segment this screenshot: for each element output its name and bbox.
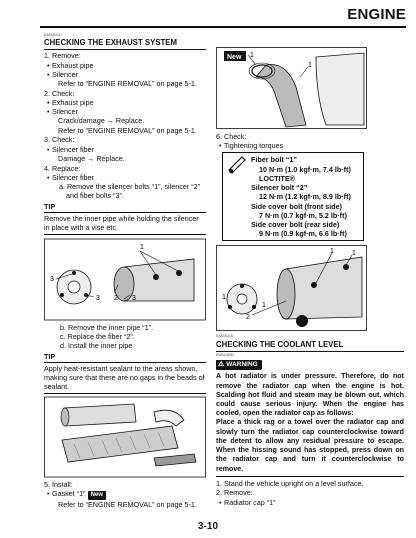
warning-code: EWA13030	[216, 352, 234, 357]
step-6: 6. Check:	[216, 132, 247, 141]
page-number: 3-10	[197, 521, 218, 532]
torque-line: Side cover bolt (front side)	[251, 201, 343, 211]
substep-a: a. Remove the silencer bolts “1”, silencer “2” and fiber bolts “3”.	[59, 182, 201, 201]
figure-sealant	[44, 396, 206, 478]
step-4: 4. Replace:	[44, 163, 81, 173]
label-1: 1	[140, 243, 144, 251]
substep-d: d. Install the inner pipe.	[60, 341, 135, 351]
bullet-gasket: • Gasket “1” New	[44, 489, 206, 500]
step-1: 1. Remove:	[44, 51, 81, 61]
torque-wrench-icon	[227, 156, 247, 174]
figure-side-cover	[216, 245, 404, 331]
tip-title: TIP	[44, 352, 206, 363]
step-1-coolant: 1. Stand the vehicle upright on a level surface.	[216, 478, 364, 488]
step-2: 2. Check:	[44, 88, 75, 98]
label-1: 1	[308, 62, 312, 69]
side-cover-illustration	[216, 245, 404, 331]
torque-line: Side cover bolt (rear side)	[251, 219, 340, 229]
torque-line: LOCTITE®	[259, 173, 296, 183]
header-title: ENGINE	[347, 6, 406, 23]
warning-badge: ⚠ WARNING	[216, 360, 262, 370]
tip-rule	[44, 234, 206, 235]
reference: Refer to “ENGINE REMOVAL” on page 5-1.	[58, 79, 197, 89]
sealant-illustration	[44, 396, 206, 478]
silencer-illustration	[44, 237, 206, 321]
bullet: • Silencer	[44, 70, 206, 79]
new-badge: New	[88, 491, 106, 500]
page-header	[0, 0, 416, 27]
tip-text: Apply heat-resistant sealant to the areas shown, making sure that there are no gaps in the beads of sealant.	[44, 363, 205, 392]
bullet: • Silencer	[44, 107, 206, 116]
label-1: 1	[262, 302, 266, 310]
figure-silencer-bolts	[44, 237, 206, 321]
label-3: 3	[132, 294, 136, 302]
label-1: 1	[250, 52, 254, 59]
label-1: 1	[330, 248, 334, 256]
gasket-illustration	[216, 47, 404, 129]
torque-line: 9 N·m (0.9 kgf·m, 6.6 lb·ft)	[259, 229, 347, 239]
warning-rule	[216, 476, 404, 477]
section-title-coolant: CHECKING THE COOLANT LEVEL	[216, 340, 404, 352]
detail: Damage → Replace.	[58, 153, 125, 163]
tip-text: Remove the inner pipe while holding the silencer in place with a vise etc.	[44, 214, 199, 233]
label-2: 2	[246, 314, 250, 322]
bullet: • Tightening torques	[216, 141, 404, 150]
bullet: • Silencer fiber	[44, 173, 206, 182]
section-code: EAS00211	[44, 33, 61, 37]
bullet: • Exhaust pipe	[44, 61, 206, 70]
step-5: 5. Install:	[44, 479, 73, 489]
torque-line: Silencer bolt “2”	[251, 183, 308, 193]
label-2: 2	[114, 294, 118, 302]
tip-rule	[44, 393, 206, 394]
tip-title: TIP	[44, 202, 206, 213]
substep-c: c. Replace the fiber “2”.	[60, 331, 135, 341]
torque-line: 7 N·m (0.7 kgf·m, 5.2 lb·ft)	[259, 210, 347, 220]
section-title-exhaust: CHECKING THE EXHAUST SYSTEM	[44, 38, 206, 50]
bullet: • Silencer fiber	[44, 145, 206, 154]
warning-text: A hot radiator is under pressure. Therefore, do not remove the radiator cap when the engine is hot. Scalding hot fluid and steam may be blown out, which could cause serious injury. When the engine has cooled, open the radiator cap as follows: Place a thick rag or a towel over the radiator cap and slowly turn the radiator cap counterclockwise toward the detent to allow any residual pressure to escape. When the hissing sound has stopped, press down on the radiator cap and turn it counterclockwise to remove.	[216, 372, 404, 473]
step-2-coolant: 2. Remove:	[216, 488, 253, 498]
label-3: 3	[50, 275, 54, 283]
torque-line: Fiber bolt “1”	[251, 155, 297, 165]
label-3: 3	[96, 294, 100, 302]
warning-icon: ⚠	[218, 361, 225, 369]
reference: Refer to “ENGINE REMOVAL” on page 5-1.	[58, 125, 197, 135]
label-1: 1	[222, 294, 226, 302]
left-column	[44, 33, 206, 509]
bullet: • Radiator cap “1”	[216, 498, 404, 507]
label-1: 1	[352, 250, 356, 258]
bullet: • Exhaust pipe	[44, 98, 206, 107]
step-3: 3. Check:	[44, 135, 75, 145]
reference: Refer to “ENGINE REMOVAL” on page 5-1.	[58, 499, 197, 509]
detail: Crack/damage → Replace.	[58, 116, 145, 126]
torque-spec-box	[222, 152, 364, 241]
new-badge: New	[227, 54, 242, 61]
header-rule	[40, 26, 406, 28]
torque-line: 12 N·m (1.2 kgf·m, 8.9 lb·ft)	[259, 192, 351, 202]
torque-line: 10 N·m (1.0 kgf·m, 7.4 lb·ft)	[259, 164, 351, 174]
figure-gasket	[216, 47, 404, 129]
right-column	[216, 33, 404, 507]
substep-b: b. Remove the inner pipe “1”.	[60, 322, 154, 332]
section-code: EAS00215	[216, 334, 233, 339]
